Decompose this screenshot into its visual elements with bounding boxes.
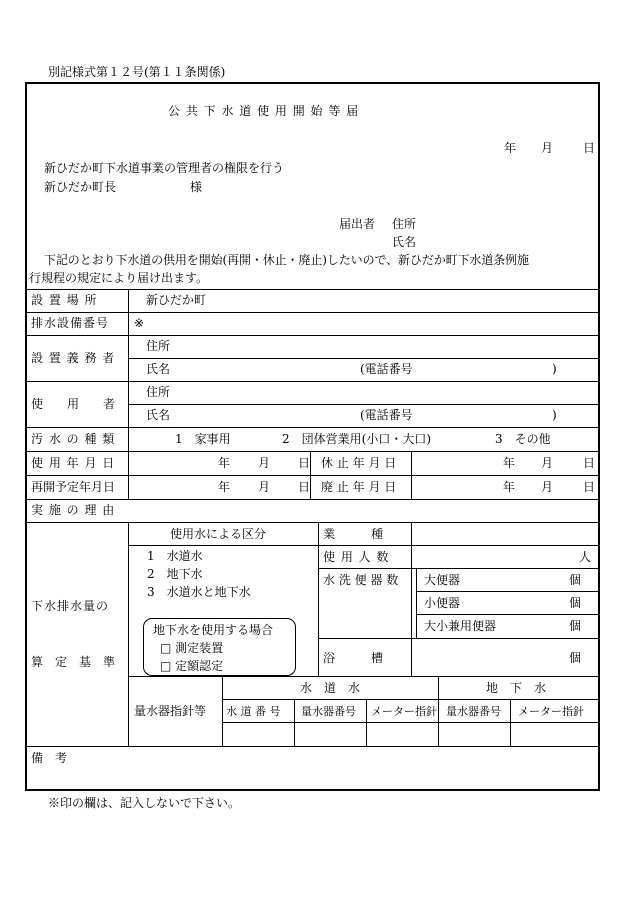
user-phone-close: ) — [552, 408, 557, 422]
user-label: 使 用 者 — [31, 397, 116, 411]
resume-date-label: 再開予定年月日 — [31, 480, 116, 494]
footnote: ※印の欄は、記入しないで下さい。 — [48, 796, 241, 810]
water-option-tap[interactable]: 1 水道水 — [147, 549, 203, 563]
toilet-small-label: 小便器 — [424, 596, 461, 610]
water-option-ground[interactable]: 2 地下水 — [147, 567, 203, 581]
groundwater-option-flat[interactable]: □ 定額認定 — [160, 659, 224, 673]
users-count-unit: 人 — [579, 550, 592, 564]
addressee-line2: 新ひだか町長 — [44, 180, 117, 194]
meter-label: 量水器指針等 — [134, 704, 207, 718]
applicant-name-label: 氏名 — [392, 235, 417, 249]
abolish-date-year[interactable]: 年 — [503, 480, 516, 494]
addressee-honorific: 様 — [190, 180, 203, 194]
start-date-label: 使 用 年 月 日 — [31, 456, 116, 470]
suspend-date-year[interactable]: 年 — [503, 456, 516, 470]
form-title: 公 共 下 水 道 使 用 開 始 等 届 — [168, 104, 360, 118]
resume-date-day[interactable]: 日 — [298, 480, 311, 494]
user-name-label[interactable]: 氏名 — [146, 408, 171, 422]
suspend-date-day[interactable]: 日 — [583, 456, 596, 470]
suspend-date-month[interactable]: 月 — [541, 456, 554, 470]
applicant-address-label: 住所 — [392, 217, 417, 231]
users-count-label: 使 用 人 数 — [323, 550, 390, 564]
sub-header-meter-number-1: 量水器番号 — [301, 705, 356, 718]
abolish-date-month[interactable]: 月 — [541, 480, 554, 494]
applicant-label: 届出者 — [339, 217, 376, 231]
toilet-count-label: 水 洗 便 器 数 — [323, 573, 399, 587]
facility-number-mark: ※ — [134, 316, 145, 330]
sewage-type-option-other[interactable]: 3 その他 — [495, 432, 551, 446]
date-day-label: 日 — [583, 141, 596, 155]
location-label: 設 置 場 所 — [31, 293, 98, 307]
addressee-line1: 新ひだか町下水道事業の管理者の権限を行う — [44, 161, 285, 175]
body-text-line2: 行規程の規定により届け出ます。 — [29, 271, 209, 285]
user-address-label[interactable]: 住所 — [146, 385, 171, 399]
date-year-label: 年 — [504, 141, 517, 155]
location-value[interactable]: 新ひだか町 — [146, 293, 207, 307]
toilet-combined-label: 大小兼用便器 — [424, 619, 497, 633]
suspend-date-label: 休 止 年 月 日 — [321, 456, 397, 470]
sub-header-water-number: 水 道 番 号 — [226, 705, 281, 718]
date-month-label: 月 — [541, 141, 554, 155]
user-phone-label[interactable]: (電話番号 — [360, 408, 413, 422]
water-option-both[interactable]: 3 水道水と地下水 — [147, 585, 251, 599]
toilet-large-label: 大便器 — [424, 573, 461, 587]
sub-header-meter-reading-1: メーター指針 — [371, 705, 437, 718]
obligor-address-label[interactable]: 住所 — [146, 339, 171, 353]
facility-number-label: 排水設備番号 — [31, 316, 110, 330]
sub-header-meter-number-2: 量水器番号 — [446, 705, 501, 718]
remarks-label: 備 考 — [31, 751, 68, 765]
sewage-type-label: 汚 水 の 種 類 — [31, 432, 116, 446]
reason-label: 実 施 の 理 由 — [31, 503, 116, 517]
toilet-large-unit: 個 — [569, 573, 582, 587]
toilet-combined-unit: 個 — [569, 619, 582, 633]
water-category-header: 使用水による区分 — [170, 527, 267, 541]
groundwater-option-meter[interactable]: □ 測定装置 — [160, 641, 224, 655]
groundwater-header: 地下水を使用する場合 — [153, 623, 274, 637]
form-number: 別記様式第１２号(第１１条関係) — [48, 65, 226, 79]
obligor-phone-close: ) — [552, 362, 557, 376]
start-date-year[interactable]: 年 — [218, 456, 231, 470]
sub-header-meter-reading-2: メーター指針 — [518, 705, 584, 718]
water-supply-header: 水 道 水 — [300, 681, 361, 695]
resume-date-month[interactable]: 月 — [258, 480, 271, 494]
abolish-date-day[interactable]: 日 — [583, 480, 596, 494]
sewage-type-option-business[interactable]: 2 団体営業用(小口・大口) — [282, 432, 431, 446]
start-date-day[interactable]: 日 — [298, 456, 311, 470]
calc-label-top: 下水排水量の — [31, 599, 110, 613]
toilet-small-unit: 個 — [569, 596, 582, 610]
start-date-month[interactable]: 月 — [258, 456, 271, 470]
sewage-type-option-household[interactable]: 1 家事用 — [175, 432, 231, 446]
resume-date-year[interactable]: 年 — [218, 480, 231, 494]
groundwater-column-header: 地 下 水 — [486, 681, 547, 695]
calc-label-bottom: 算 定 基 準 — [31, 655, 116, 669]
bath-unit: 個 — [569, 651, 582, 665]
business-type-label: 業 種 — [323, 527, 384, 541]
obligor-phone-label[interactable]: (電話番号 — [360, 362, 413, 376]
abolish-date-label: 廃 止 年 月 日 — [321, 480, 397, 494]
body-text-line1: 下記のとおり下水道の供用を開始(再開・休止・廃止)したいので、新ひだか町下水道条例施 — [44, 253, 529, 267]
obligor-name-label[interactable]: 氏名 — [146, 362, 171, 376]
bath-label: 浴 槽 — [323, 651, 384, 665]
obligor-label: 設 置 義 務 者 — [31, 351, 116, 365]
